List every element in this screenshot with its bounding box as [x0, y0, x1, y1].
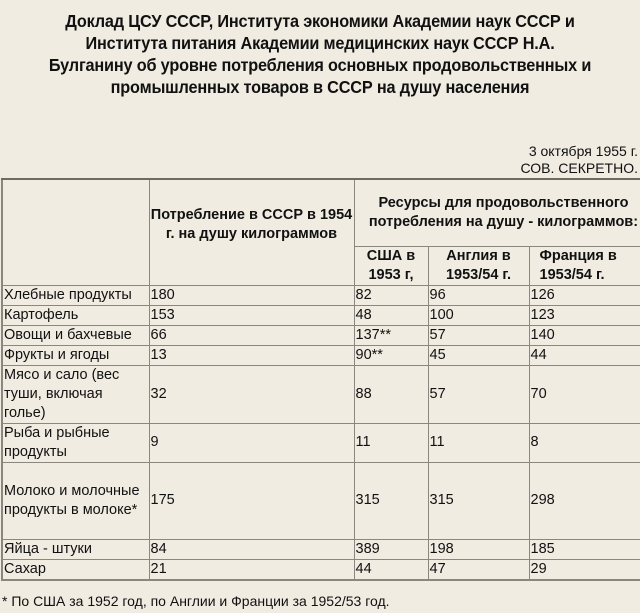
france-value: 44 — [529, 345, 640, 365]
title-line: Булганину об уровне потребления основных продовольственных и — [48, 55, 592, 75]
ussr-value: 9 — [149, 423, 354, 462]
table-row — [2, 305, 640, 325]
england-value: 57 — [428, 365, 529, 423]
france-value: 298 — [529, 462, 640, 539]
header-ussr-consumption: Потребление в СССР в 1954 г. на душу килограммов — [149, 179, 354, 285]
england-value: 57 — [428, 325, 529, 345]
title-line: промышленных товаров в СССР на душу населения — [110, 77, 530, 97]
table-row — [2, 423, 640, 462]
product-label: Хлебные продукты — [2, 285, 149, 305]
header-resources-text: Ресурсы для продовольственного потребления на душу - килограммов: — [368, 194, 639, 230]
document-title — [22, 10, 617, 98]
usa-value: 137** — [354, 325, 428, 345]
usa-value: 11 — [354, 423, 428, 462]
ussr-value: 21 — [149, 559, 354, 580]
footnote: * По США за 1952 год, по Англии и Франции за 1952/53 год. — [2, 593, 390, 609]
usa-value: 82 — [354, 285, 428, 305]
product-label: Рыба и рыбные продукты — [2, 423, 149, 462]
product-label: Сахар — [2, 559, 149, 580]
usa-value: 389 — [354, 539, 428, 559]
ussr-value: 13 — [149, 345, 354, 365]
ussr-value: 175 — [149, 462, 354, 539]
header-usa: США в 1953 г, — [354, 246, 428, 285]
table-row — [2, 285, 640, 305]
product-label: Яйца - штуки — [2, 539, 149, 559]
ussr-value: 153 — [149, 305, 354, 325]
ussr-value: 84 — [149, 539, 354, 559]
table-row — [2, 462, 640, 539]
france-value: 8 — [529, 423, 640, 462]
header-empty-cell — [2, 179, 149, 285]
product-label: Овощи и бахчевые — [2, 325, 149, 345]
header-france: Франция в 1953/54 г. — [529, 246, 640, 285]
product-label: Фрукты и ягоды — [2, 345, 149, 365]
england-value: 47 — [428, 559, 529, 580]
france-value: 140 — [529, 325, 640, 345]
product-label: Молоко и молочные продукты в молоке* — [2, 462, 149, 539]
france-value: 126 — [529, 285, 640, 305]
usa-value: 90** — [354, 345, 428, 365]
usa-value: 44 — [354, 559, 428, 580]
ussr-value: 180 — [149, 285, 354, 305]
england-value: 11 — [428, 423, 529, 462]
table-row — [2, 559, 640, 580]
document-date: 3 октября 1955 г. — [528, 143, 638, 159]
france-value: 123 — [529, 305, 640, 325]
france-value: 185 — [529, 539, 640, 559]
england-value: 96 — [428, 285, 529, 305]
table-row — [2, 345, 640, 365]
england-value: 45 — [428, 345, 529, 365]
header-england: Англия в 1953/54 г. — [428, 246, 529, 285]
usa-value: 88 — [354, 365, 428, 423]
product-label: Мясо и сало (вес туши, включая голье) — [2, 365, 149, 423]
product-label: Картофель — [2, 305, 149, 325]
england-value: 315 — [428, 462, 529, 539]
consumption-table — [1, 178, 640, 581]
ussr-value: 32 — [149, 365, 354, 423]
france-value: 29 — [529, 559, 640, 580]
ussr-value: 66 — [149, 325, 354, 345]
header-row — [2, 179, 640, 246]
classification-label: СОВ. СЕКРЕТНО. — [520, 160, 638, 176]
document-meta — [520, 143, 638, 177]
england-value: 198 — [428, 539, 529, 559]
usa-value: 315 — [354, 462, 428, 539]
france-value: 70 — [529, 365, 640, 423]
table-row — [2, 365, 640, 423]
header-resources-group — [354, 179, 640, 246]
usa-value: 48 — [354, 305, 428, 325]
table-row — [2, 325, 640, 345]
title-line: Доклад ЦСУ СССР, Института экономики Академии наук СССР и — [65, 11, 575, 31]
title-line: Института питания Академии медицинских наук СССР Н.А. — [85, 33, 555, 53]
england-value: 100 — [428, 305, 529, 325]
table-row — [2, 539, 640, 559]
